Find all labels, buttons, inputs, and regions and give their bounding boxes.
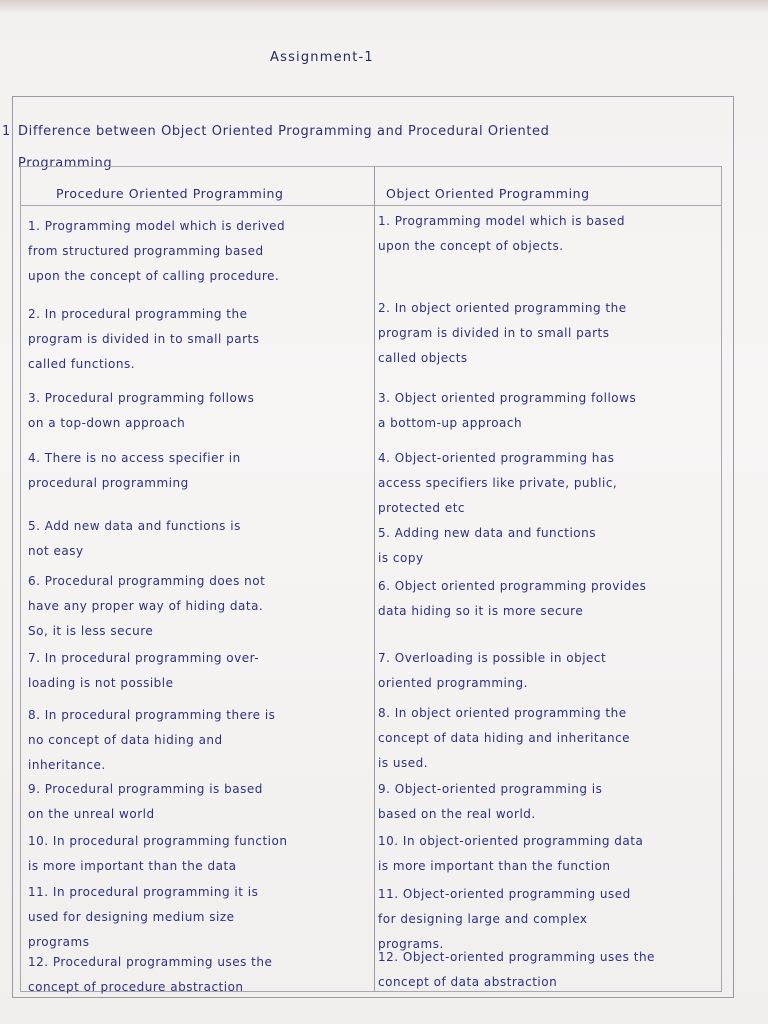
table-row-8-procedural: 8. In procedural programming there is no concept of data hiding and inheritance. xyxy=(28,708,276,772)
table-row-10-object: 10. In object-oriented programming data is more important than the function xyxy=(378,834,644,873)
table-row-6-procedural: 6. Procedural programming does not have any proper way of hiding data. So, it is less secure xyxy=(28,574,266,638)
table-row-3-object: 3. Object oriented programming follows a bottom-up approach xyxy=(378,391,637,430)
table-row-4-procedural: 4. There is no access specifier in procedural programming xyxy=(28,451,241,490)
question-heading: Difference between Object Oriented Programming and Procedural Oriented Programming xyxy=(18,124,550,171)
table-row-9-object: 9. Object-oriented programming is based on the real world. xyxy=(378,782,603,821)
table-row-1-procedural: 1. Programming model which is derived from structured programming based upon the concept of calling procedure. xyxy=(28,219,286,283)
table-row-12-procedural: 12. Procedural programming uses the concept of procedure abstraction xyxy=(28,955,273,994)
table-row-2-procedural: 2. In procedural programming the program is divided in to small parts called functions. xyxy=(28,307,260,371)
column-header-procedural: Procedure Oriented Programming xyxy=(56,186,284,201)
table-row-7-procedural: 7. In procedural programming over- loading is not possible xyxy=(28,651,260,690)
table-row-12-object: 12. Object-oriented programming uses the concept of data abstraction xyxy=(378,950,655,989)
table-row-5-object: 5. Adding new data and functions is copy xyxy=(378,526,596,565)
page-title: Assignment-1 xyxy=(270,50,374,65)
table-row-2-object: 2. In object oriented programming the program is divided in to small parts called objects xyxy=(378,301,627,365)
table-row-11-object: 11. Object-oriented programming used for designing large and complex programs. xyxy=(378,887,631,951)
page-top-shadow xyxy=(0,0,768,14)
table-row-3-procedural: 3. Procedural programming follows on a top-down approach xyxy=(28,391,255,430)
table-row-6-object: 6. Object oriented programming provides data hiding so it is more secure xyxy=(378,579,647,618)
table-row-7-object: 7. Overloading is possible in object oriented programming. xyxy=(378,651,607,690)
table-row-4-object: 4. Object-oriented programming has access specifiers like private, public, protected etc xyxy=(378,451,618,515)
table-row-9-procedural: 9. Procedural programming is based on the unreal world xyxy=(28,782,263,821)
column-divider xyxy=(374,166,375,992)
table-row-5-procedural: 5. Add new data and functions is not easy xyxy=(28,519,241,558)
column-header-object-oriented: Object Oriented Programming xyxy=(386,186,590,201)
table-row-1-object: 1. Programming model which is based upon the concept of objects. xyxy=(378,214,626,253)
header-rule xyxy=(20,205,722,206)
table-row-11-procedural: 11. In procedural programming it is used for designing medium size programs xyxy=(28,885,259,949)
table-row-8-object: 8. In object oriented programming the concept of data hiding and inheritance is used. xyxy=(378,706,631,770)
table-row-10-procedural: 10. In procedural programming function is more important than the data xyxy=(28,834,288,873)
question-number: 1 xyxy=(2,124,11,139)
